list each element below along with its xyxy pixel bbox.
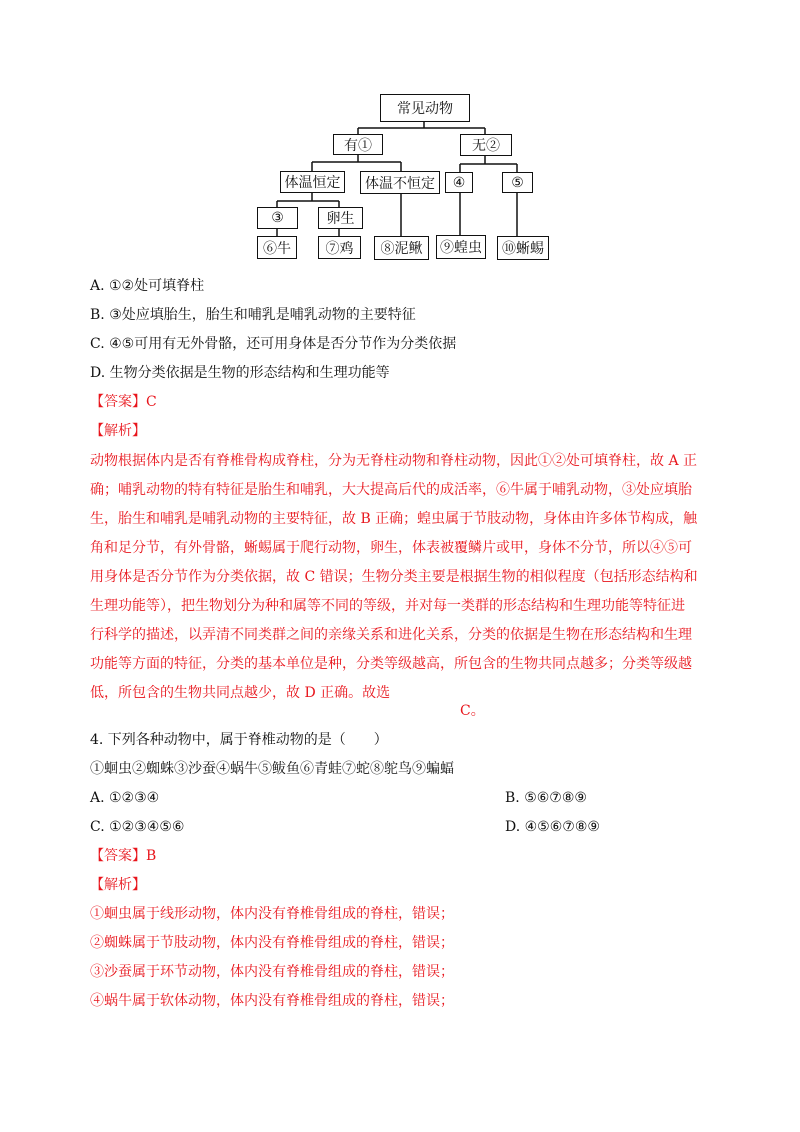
q4-analysis-line: ④蜗牛属于软体动物，体内没有脊椎骨组成的脊柱，错误；: [90, 993, 454, 1009]
tree-node-4: ④: [445, 172, 473, 193]
q4-option-a: A. ①②③④: [90, 790, 160, 806]
tree-node-vertebrate: 有①: [333, 134, 383, 155]
q3-analysis-line: 低，所包含的生物共同点越少，故 D 正确。故选: [90, 685, 391, 701]
tree-leaf-loach: ⑧泥鳅: [374, 236, 429, 260]
tree-node-3: ③: [257, 207, 298, 229]
q3-answer: 【答案】C: [90, 394, 157, 410]
q4-analysis-label: 【解析】: [90, 877, 146, 893]
q4-stem: 4. 下列各种动物中，属于脊椎动物的是（ ）: [90, 732, 388, 748]
q4-analysis-line: ③沙蚕属于环节动物，体内没有脊椎骨组成的脊柱，错误；: [90, 964, 454, 980]
tree-node-oviparous: 卵生: [318, 207, 363, 229]
q3-option-c: C. ④⑤可用有无外骨骼，还可用身体是否分节作为分类依据: [90, 336, 457, 352]
q3-analysis-end: C。: [460, 703, 485, 719]
q3-analysis-label: 【解析】: [90, 423, 146, 439]
q3-analysis-line: 生理功能等），把生物划分为种和属等不同的等级，并对每一类群的形态结构和生理功能等特征进: [90, 598, 685, 614]
q3-option-a: A. ①②处可填脊柱: [90, 278, 205, 294]
q4-items: ①蛔虫②蜘蛛③沙蚕④蜗牛⑤鲅鱼⑥青蛙⑦蛇⑧鸵鸟⑨蝙蝠: [90, 761, 454, 777]
q4-answer: 【答案】B: [90, 848, 157, 864]
q3-option-b: B. ③处应填胎生，胎生和哺乳是哺乳动物的主要特征: [90, 307, 416, 323]
tree-node-root: 常见动物: [380, 94, 470, 122]
tree-leaf-cattle: ⑥牛: [257, 236, 297, 259]
tree-node-warm-blooded: 体温恒定: [280, 171, 345, 193]
q3-analysis-line: 生，胎生和哺乳是哺乳动物的主要特征，故 B 正确；蝗虫属于节肢动物，身体由许多体节构成，触: [90, 511, 698, 527]
q3-analysis-line: 确；哺乳动物的特有特征是胎生和哺乳，大大提高后代的成活率，⑥牛属于哺乳动物，③处应填胎: [90, 482, 692, 498]
tree-leaf-chicken: ⑦鸡: [318, 236, 361, 259]
q3-analysis-line: 动物根据体内是否有脊椎骨构成脊柱，分为无脊柱动物和脊柱动物，因此①②处可填脊柱，故 A 正: [90, 453, 698, 469]
tree-node-invertebrate: 无②: [460, 134, 512, 156]
q3-option-d: D. 生物分类依据是生物的形态结构和生理功能等: [90, 365, 390, 381]
q4-analysis-line: ②蜘蛛属于节肢动物，体内没有脊椎骨组成的脊柱，错误；: [90, 935, 454, 951]
q3-analysis-line: 行科学的描述，以弄清不同类群之间的亲缘关系和进化关系，分类的依据是生物在形态结构和生理: [90, 627, 692, 643]
tree-connectors: [0, 0, 800, 270]
tree-node-5: ⑤: [502, 172, 533, 193]
q3-analysis-line: 功能等方面的特征，分类的基本单位是种，分类等级越高，所包含的生物共同点越多；分类等级越: [90, 656, 692, 672]
q4-analysis-line: ①蛔虫属于线形动物，体内没有脊椎骨组成的脊柱，错误；: [90, 906, 454, 922]
tree-node-cold-blooded: 体温不恒定: [360, 171, 440, 194]
classification-tree: [0, 0, 800, 270]
q4-option-c: C. ①②③④⑤⑥: [90, 819, 185, 835]
q4-option-d: D. ④⑤⑥⑦⑧⑨: [505, 819, 600, 835]
q3-analysis-line: 角和足分节，有外骨骼，蜥蜴属于爬行动物，卵生，体表被覆鳞片或甲，身体不分节，所以④⑤可: [90, 540, 692, 556]
tree-leaf-locust: ⑨蝗虫: [436, 235, 486, 259]
tree-leaf-lizard: ⑩蜥蜴: [497, 236, 549, 260]
q3-analysis-line: 用身体是否分节作为分类依据，故 C 错误；生物分类主要是根据生物的相似程度（包括形态结构和: [90, 569, 698, 585]
q4-option-b: B. ⑤⑥⑦⑧⑨: [505, 790, 587, 806]
